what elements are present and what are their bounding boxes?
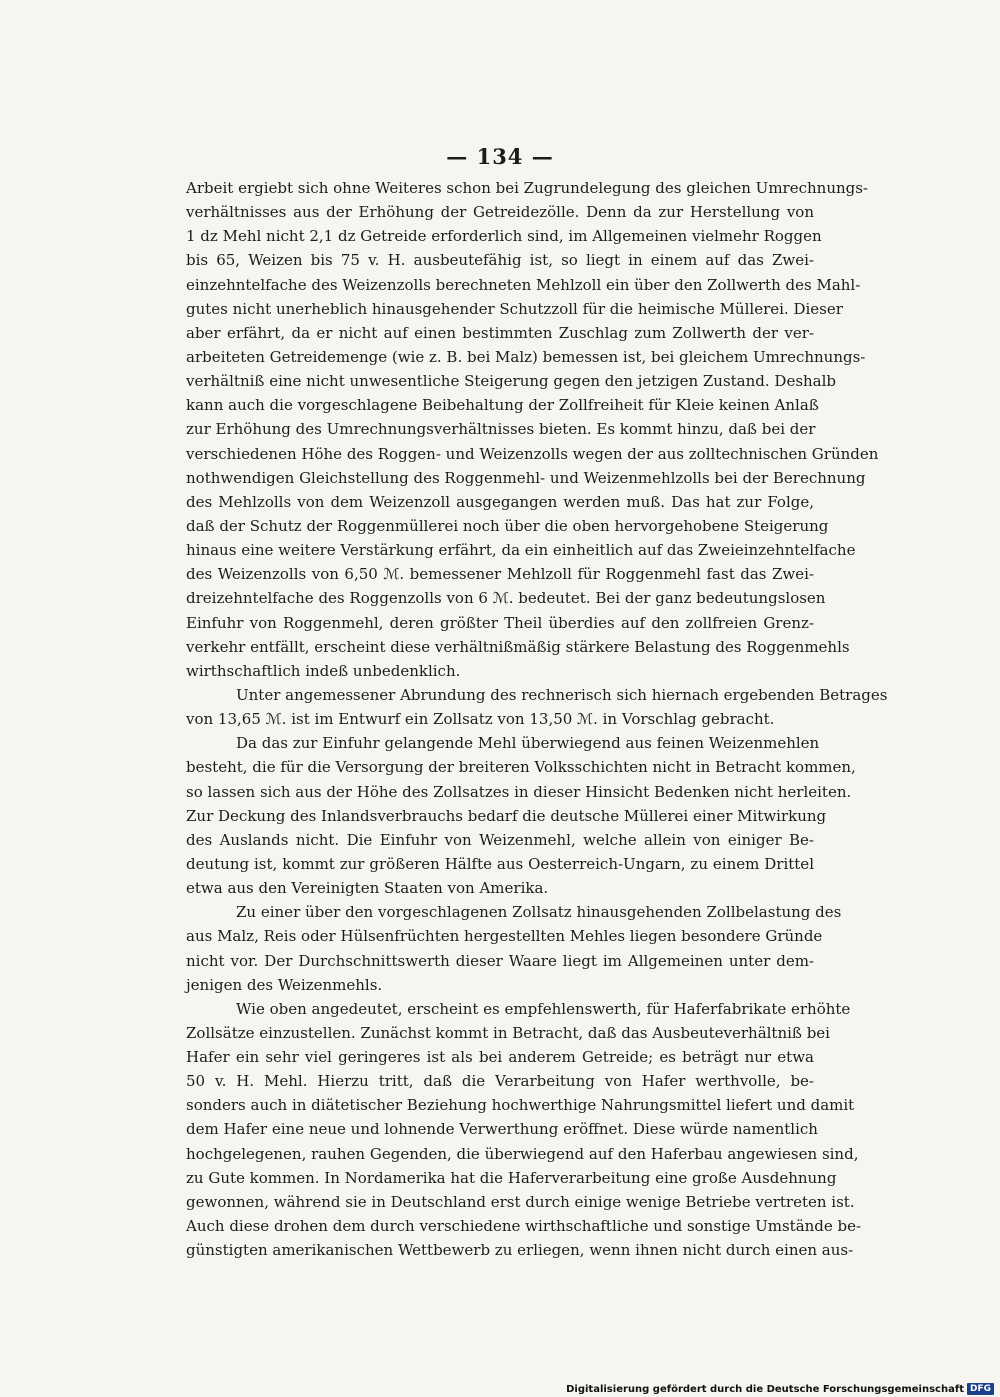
text-line: Zu einer über den vorgeschlagenen Zollsatz hinausgehenden Zollbelastung des (236, 903, 842, 922)
text-line: zur Erhöhung des Umrechnungsverhältnisses bieten. Es kommt hinzu, daß bei der (186, 420, 816, 439)
text-line: Zur Deckung des Inlandsverbrauchs bedarf die deutsche Müllerei einer Mitwirkung (186, 806, 827, 825)
text-line: Arbeit ergiebt sich ohne Weiteres schon bei Zugrundelegung des gleichen Umrechnungs- (186, 179, 869, 197)
text-line: Wie oben angedeutet, erscheint es empfehlenswerth, für Haferfabrikate erhöhte (236, 999, 851, 1018)
text-line: 1 dz Mehl nicht 2,1 dz Getreide erforderlich sind, im Allgemeinen vielmehr Roggen (186, 227, 822, 246)
text-line: Unter angemessener Abrundung des rechnerisch sich hiernach ergebenden Betrages (236, 685, 888, 704)
text-line: Da das zur Einfuhr gelangende Mehl überwiegend aus feinen Weizenmehlen (236, 734, 820, 753)
text-line: gutes nicht unerheblich hinausgehender Schutzzoll für die heimische Müllerei. Dieser (186, 299, 843, 318)
body-text (186, 176, 888, 1262)
text-line: wirthschaftlich indeß unbedenklich. (186, 661, 461, 680)
text-line: arbeiteten Getreidemenge (wie z. B. bei Malz) bemessen ist, bei gleichem Umrechnungs- (186, 347, 866, 366)
text-line: deutung ist, kommt zur größeren Hälfte aus Oesterreich-Ungarn, zu einem Drittel (186, 854, 814, 873)
text-line: verschiedenen Höhe des Roggen- und Weizenzolls wegen der aus zolltechnischen Gründen (186, 444, 879, 463)
text-line: von 13,65 ℳ. ist im Entwurf ein Zollsatz von 13,50 ℳ. in Vorschlag gebracht. (186, 710, 775, 729)
text-line: sonders auch in diätetischer Beziehung hochwerthige Nahrungsmittel liefert und damit (186, 1096, 855, 1115)
text-line: Auch diese drohen dem durch verschiedene wirthschaftliche und sonstige Umstände be- (186, 1217, 862, 1236)
text-line: dreizehntelfache des Roggenzolls von 6 ℳ. bedeutet. Bei der ganz bedeutungslosen (186, 589, 826, 608)
text-line: Einfuhr von Roggenmehl, deren größter Theil überdies auf den zollfreien Grenz- (186, 613, 814, 632)
footer-credit (566, 1383, 994, 1395)
text-line: einzehntelfache des Weizenzolls berechneten Mehlzoll ein über den Zollwerth des Mahl- (186, 275, 861, 294)
text-line: verhältnisses aus der Erhöhung der Getreidezölle. Denn da zur Herstellung von (186, 203, 814, 222)
text-line: aber erfährt, da er nicht auf einen bestimmten Zuschlag zum Zollwerth der ver- (186, 323, 814, 342)
page-number: — 134 — (446, 144, 554, 169)
text-line: hochgelegenen, rauhen Gegenden, die überwiegend auf den Haferbau angewiesen sind, (186, 1144, 859, 1163)
text-line: so lassen sich aus der Höhe des Zollsatzes in dieser Hinsicht Bedenken nicht herleiten. (186, 782, 852, 801)
text-line: des Weizenzolls von 6,50 ℳ. bemessener Mehlzoll für Roggenmehl fast das Zwei- (186, 565, 814, 584)
text-line: bis 65, Weizen bis 75 v. H. ausbeutefähig ist, so liegt in einem auf das Zwei- (186, 251, 814, 270)
text-line: aus Malz, Reis oder Hülsenfrüchten hergestellten Mehles liegen besondere Gründe (186, 927, 823, 946)
text-line: günstigten amerikanischen Wettbewerb zu erliegen, wenn ihnen nicht durch einen aus- (186, 1241, 854, 1260)
text-line: kann auch die vorgeschlagene Beibehaltung der Zollfreiheit für Kleie keinen Anlaß (186, 396, 819, 415)
text-line: nothwendigen Gleichstellung des Roggenmehl- und Weizenmehlzolls bei der Berechnung (186, 468, 866, 487)
text-line: des Mehlzolls von dem Weizenzoll ausgegangen werden muß. Das hat zur Folge, (186, 492, 814, 511)
text-line: dem Hafer eine neue und lohnende Verwerthung eröffnet. Diese würde namentlich (186, 1120, 818, 1139)
text-line: verhältniß eine nicht unwesentliche Steigerung gegen den jetzigen Zustand. Deshalb (186, 372, 837, 391)
text-line: nicht vor. Der Durchschnittswerth dieser Waare liegt im Allgemeinen unter dem- (186, 951, 814, 970)
text-line: jenigen des Weizenmehls. (186, 975, 383, 994)
text-line: daß der Schutz der Roggenmüllerei noch über die oben hervorgehobene Steigerung (186, 516, 829, 535)
text-line: besteht, die für die Versorgung der breiteren Volksschichten nicht in Betracht kommen, (186, 758, 856, 777)
text-line: Zollsätze einzustellen. Zunächst kommt in Betracht, daß das Ausbeuteverhältniß bei (186, 1023, 830, 1042)
dfg-logo: DFG (967, 1383, 994, 1395)
text-line: zu Gute kommen. In Nordamerika hat die Haferverarbeitung eine große Ausdehnung (186, 1168, 837, 1187)
text-line: hinaus eine weitere Verstärkung erfährt, da ein einheitlich auf das Zweieinzehntelfache (186, 541, 856, 560)
text-line: 50 v. H. Mehl. Hierzu tritt, daß die Verarbeitung von Hafer werthvolle, be- (186, 1072, 814, 1091)
footer-text: Digitalisierung gefördert durch die Deutsche Forschungsgemeinschaft (566, 1383, 964, 1395)
text-line: gewonnen, während sie in Deutschland erst durch einige wenige Betriebe vertreten ist. (186, 1192, 855, 1211)
text-line: des Auslands nicht. Die Einfuhr von Weizenmehl, welche allein von einiger Be- (186, 830, 814, 849)
text-line: etwa aus den Vereinigten Staaten von Amerika. (186, 879, 549, 898)
text-line: verkehr entfällt, erscheint diese verhältnißmäßig stärkere Belastung des Roggenmehls (186, 637, 850, 656)
text-line: Hafer ein sehr viel geringeres ist als bei anderem Getreide; es beträgt nur etwa (186, 1048, 814, 1067)
